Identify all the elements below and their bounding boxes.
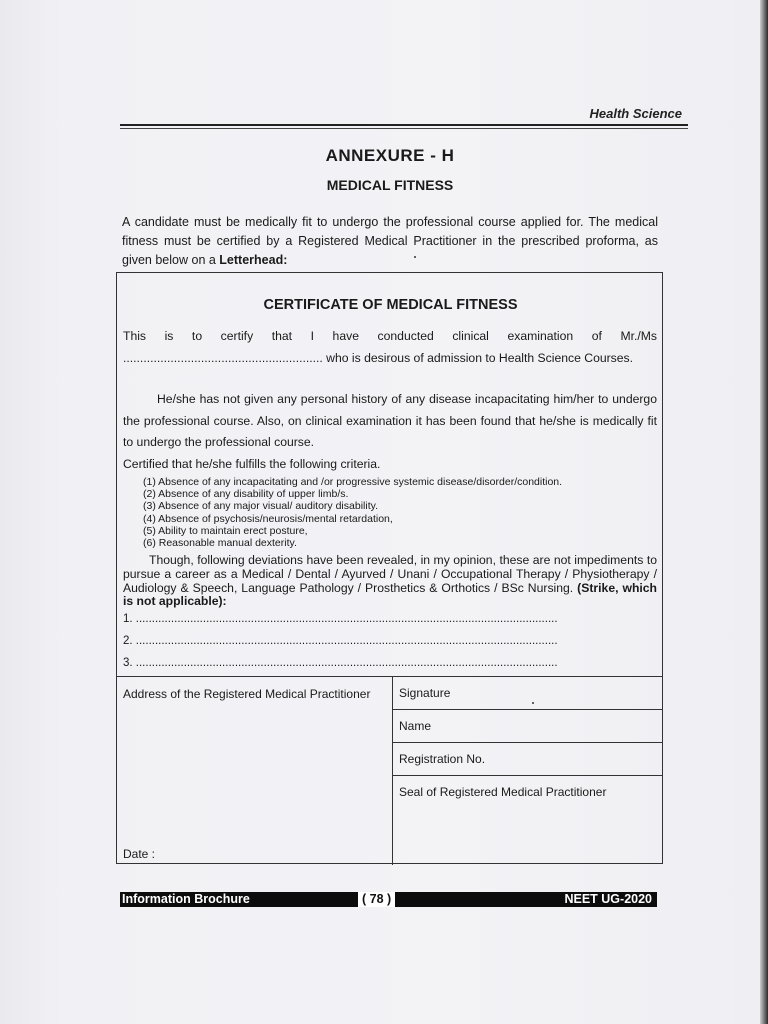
page-subtitle: MEDICAL FITNESS — [326, 177, 454, 193]
certificate-paragraph-4 — [123, 554, 657, 609]
criteria-list — [143, 476, 653, 549]
deviation-line-1[interactable]: 1. .................................................................................................................................... — [123, 613, 558, 625]
seal-field[interactable] — [393, 776, 663, 865]
header-rule-thin — [120, 128, 688, 129]
footer-brochure-label: Information Brochure — [122, 892, 250, 906]
footer-exam-label: NEET UG-2020 — [564, 892, 652, 906]
strike-note: (Strike, which is not applicable): — [123, 580, 657, 609]
criteria-item: (3) Absence of any major visual/ auditory disability. — [143, 500, 378, 513]
criteria-item: (1) Absence of any incapacitating and /or progressive systemic disease/disorder/condition. — [143, 476, 563, 488]
intro-paragraph — [122, 213, 658, 270]
practitioner-details — [392, 677, 663, 865]
signature-label: Signature — [399, 686, 451, 700]
section-label: Health Science — [589, 106, 682, 121]
criteria-item: (4) Absence of psychosis/neurosis/mental retardation, — [143, 512, 393, 525]
intro-text: A candidate must be medically fit to undergo the professional course applied for. The medical fitness must be certified by a Registered Medical Practitioner in the prescribed proforma, as given below on a — [122, 215, 658, 267]
criteria-item: (2) Absence of any disability of upper limb/s. — [143, 488, 349, 501]
address-label: Address of the Registered Medical Practitioner — [123, 687, 371, 701]
page-number: ( 78 ) — [358, 892, 395, 907]
header-rule — [120, 124, 688, 126]
certificate-paragraph-1: This is to certify that I have conducted clinical examination of Mr./Ms ........................................................... who is desirous of admission to Health Science Courses. — [123, 329, 657, 365]
name-label: Name — [399, 719, 432, 733]
page-title: ANNEXURE - H — [325, 146, 455, 165]
page-edge-shadow — [760, 0, 768, 1024]
scan-speck — [414, 256, 416, 258]
signature-section — [117, 676, 662, 865]
registration-field[interactable] — [393, 743, 663, 776]
criteria-item: (5) Ability to maintain erect posture, — [143, 524, 308, 537]
certificate-title: CERTIFICATE OF MEDICAL FITNESS — [263, 297, 518, 313]
deviation-text: Though, following deviations have been revealed, in my opinion, these are not impediments to pursue a career as a Medical / Dental / Ayurved / Unani / Occupational Therapy / Physiotherapy / Audiology & Speech, Language Pathology / Prosthetics & Orthotics / BSc Nursing. — [123, 553, 657, 595]
certificate-paragraph-3: Certified that he/she fulfills the following criteria. — [123, 457, 381, 471]
page-footer — [120, 892, 657, 907]
signature-field[interactable] — [393, 677, 663, 710]
certificate-box — [116, 272, 663, 864]
deviation-line-3[interactable]: 3. .................................................................................................................................... — [123, 657, 558, 669]
scan-speck — [532, 702, 534, 704]
name-field[interactable] — [393, 710, 663, 743]
deviation-line-2[interactable]: 2. .................................................................................................................................... — [123, 635, 558, 647]
date-label: Date : — [123, 847, 156, 861]
intro-bold: Letterhead: — [219, 253, 288, 267]
registration-label: Registration No. — [399, 752, 486, 766]
certificate-paragraph-2: He/she has not given any personal history of any disease incapacitating him/her to undergo the professional course. Also, on clinical examination it has been found that he/she is medically fit to undergo the professional course. — [123, 392, 657, 449]
seal-label: Seal of Registered Medical Practitioner — [399, 785, 607, 799]
criteria-item: (6) Reasonable manual dexterity. — [143, 537, 297, 550]
